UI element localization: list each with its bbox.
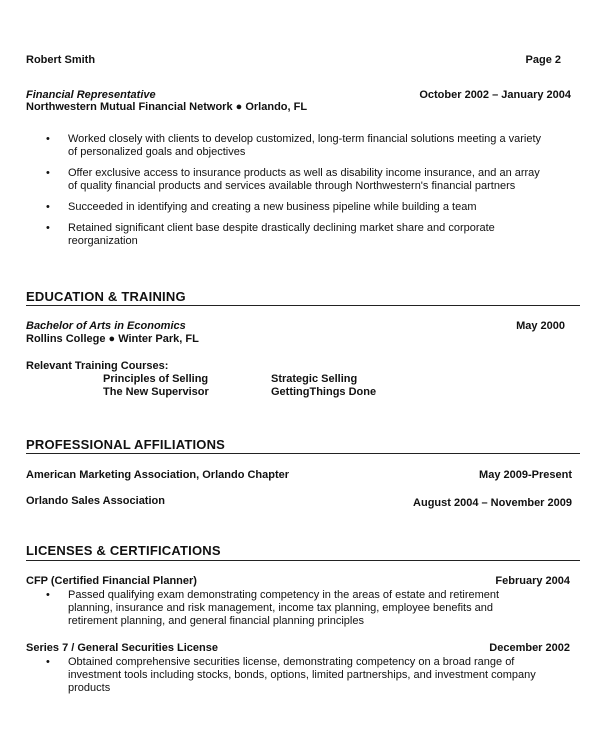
list-item: • Offer exclusive access to insurance products as well as disability income insurance, and an array of quality financial products and services available through Northwestern's financial partners [26,167,546,193]
license-bullet-list [26,589,541,628]
job-company: Northwestern Mutual Financial Network ● Orlando, FL [26,101,308,113]
section-divider [26,305,580,306]
license-date: December 2002 [489,642,570,654]
job-bullet-list [26,133,546,248]
list-item: • Obtained comprehensive securities license, demonstrating competency on a broad range of investment tools including stocks, bonds, options, limited partnerships, and investment company products [26,656,541,695]
course-item: The New Supervisor [103,386,209,398]
job-dates: October 2002 – January 2004 [419,89,571,101]
license-bullet-list [26,656,541,695]
section-divider [26,453,580,454]
degree-title: Bachelor of Arts in Economics [26,320,186,332]
education-heading: EDUCATION & TRAINING [26,289,186,304]
list-item: • Worked closely with clients to develop customized, long-term financial solutions meeting a variety of personalized goals and objectives [26,133,546,159]
list-item: • Succeeded in identifying and creating a new business pipeline while building a team [26,201,546,214]
school-name: Rollins College ● Winter Park, FL [26,333,199,345]
course-item: GettingThings Done [271,386,377,398]
license-name: Series 7 / General Securities License [26,642,218,654]
course-item: Principles of Selling [103,373,209,385]
license-date: February 2004 [495,575,570,587]
courses-label: Relevant Training Courses: [26,360,169,372]
license-name: CFP (Certified Financial Planner) [26,575,197,587]
course-item: Strategic Selling [271,373,358,385]
affiliation-date: August 2004 – November 2009 [413,497,572,509]
affiliation-name: American Marketing Association, Orlando Chapter [26,469,290,481]
candidate-name: Robert Smith [26,54,96,66]
section-divider [26,560,580,561]
affiliation-name: Orlando Sales Association [26,495,165,507]
job-title: Financial Representative [26,89,156,101]
list-item: • Passed qualifying exam demonstrating competency in the areas of estate and retirement planning, insurance and risk management, income tax planning, employee benefits and retirement planning, and general financial planning principles [26,589,541,628]
affiliation-date: May 2009-Present [479,469,572,481]
licenses-heading: LICENSES & CERTIFICATIONS [26,543,221,558]
affiliations-heading: PROFESSIONAL AFFILIATIONS [26,437,226,452]
page-number: Page 2 [525,54,561,66]
list-item: • Retained significant client base despite drastically declining market share and corporate reorganization [26,222,546,248]
degree-date: May 2000 [516,320,565,332]
